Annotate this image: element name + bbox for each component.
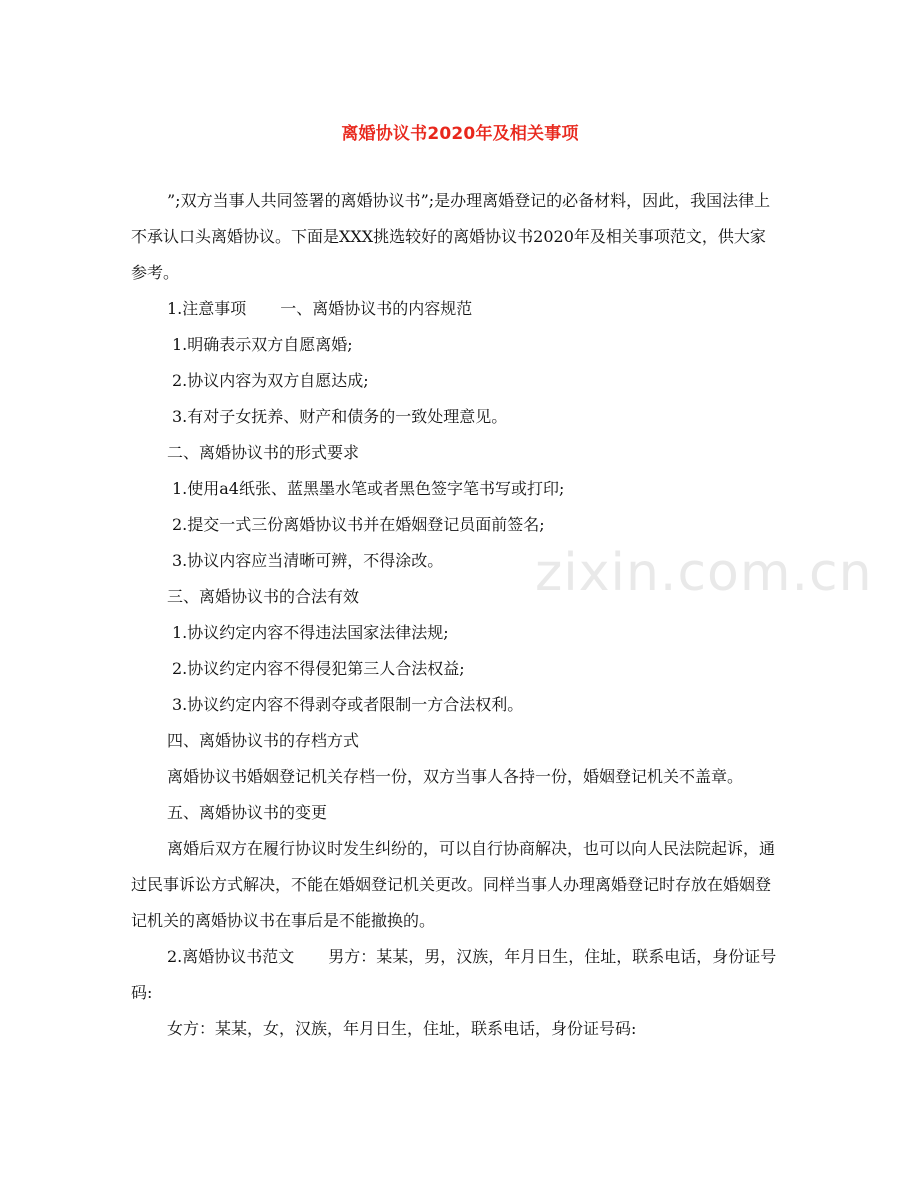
section2-label: 2.离婚协议书范文 xyxy=(167,947,295,966)
legal-heading: 三、离婚协议书的合法有效 xyxy=(167,587,360,606)
list-item: 1.协议约定内容不得违法国家法律法规; xyxy=(172,623,449,642)
male-party: 男方：某某，男，汉族，年月日生，住址，联系电话，身份证号码: xyxy=(131,947,777,1002)
watermark: zixin.com.cn xyxy=(535,543,873,603)
list-item: 3.有对子女抚养、财产和债务的一致处理意见。 xyxy=(172,407,508,426)
form-heading: 二、离婚协议书的形式要求 xyxy=(167,443,360,462)
archive-paragraph: 离婚协议书婚姻登记机关存档一份，双方当事人各持一份，婚姻登记机关不盖章。 xyxy=(167,767,744,786)
section1-line xyxy=(131,291,781,327)
intro-paragraph: ”;双方当事人共同签署的离婚协议书”;是办理离婚登记的必备材料，因此，我国法律上不承认口头离婚协议。下面是XXX挑选较好的离婚协议书2020年及相关事项范文，供大家参考。 xyxy=(131,191,771,282)
female-party: 女方：某某，女，汉族，年月日生，住址，联系电话，身份证号码: xyxy=(167,1019,637,1038)
list-item: 3.协议内容应当清晰可辨，不得涂改。 xyxy=(172,551,444,570)
list-item: 2.协议内容为双方自愿达成; xyxy=(172,371,369,390)
list-item: 1.使用a4纸张、蓝黑墨水笔或者黑色签字笔书写或打印; xyxy=(172,479,565,498)
section1-heading: 一、离婚协议书的内容规范 xyxy=(280,299,473,318)
list-item: 3.协议约定内容不得剥夺或者限制一方合法权利。 xyxy=(172,695,524,714)
list-item: 2.协议约定内容不得侵犯第三人合法权益; xyxy=(172,659,465,678)
list-item: 1.明确表示双方自愿离婚; xyxy=(172,335,353,354)
change-paragraph: 离婚后双方在履行协议时发生纠纷的，可以自行协商解决，也可以向人民法院起诉，通过民事诉讼方式解决，不能在婚姻登记机关更改。同样当事人办理离婚登记时存放在婚姻登记机关的离婚协议书在事后是不能撤换的。 xyxy=(131,839,776,930)
archive-heading: 四、离婚协议书的存档方式 xyxy=(167,731,360,750)
document-body xyxy=(131,183,781,1047)
document-title: 离婚协议书2020年及相关事项 xyxy=(341,124,579,144)
list-item: 2.提交一式三份离婚协议书并在婚姻登记员面前签名; xyxy=(172,515,545,534)
section1-label: 1.注意事项 xyxy=(167,299,247,318)
change-heading: 五、离婚协议书的变更 xyxy=(167,803,328,822)
section2-line xyxy=(131,939,781,1011)
